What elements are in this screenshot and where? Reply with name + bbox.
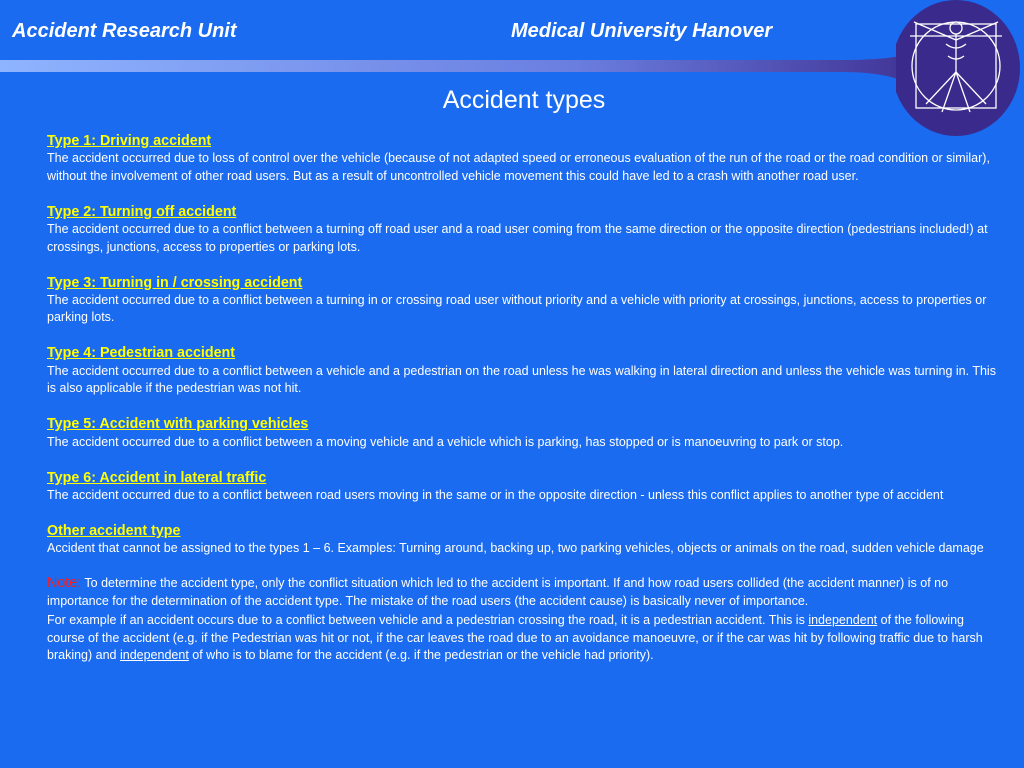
slide-title: Accident types (442, 86, 606, 114)
section-title: Type 5: Accident with parking vehicles (47, 416, 309, 433)
content (47, 132, 997, 665)
section-body: The accident occurred due to a conflict between a vehicle and a pedestrian on the road unless he was walking in lateral direction and unless the vehicle was turning in. This is also applicable if the pedestrian was not hit. (47, 363, 996, 396)
section-other-type (47, 522, 997, 558)
section-title: Other accident type (47, 523, 181, 540)
section-type-5 (47, 415, 997, 451)
note-text: To determine the accident type, only the conflict situation which led to the accident is important. If and how road users collided (the accident manner) is of no importance for the determination of the accident type. The mistake of the road users (the accident cause) is basically never of importance. (47, 576, 949, 608)
section-title: Type 6: Accident in lateral traffic (47, 469, 267, 486)
vitruvian-man-icon (896, 0, 1024, 136)
note-label: Note: (47, 575, 82, 592)
section-type-2 (47, 203, 997, 256)
section-type-6 (47, 469, 997, 505)
section-title: Type 3: Turning in / crossing accident (47, 274, 303, 291)
header-band (0, 56, 1024, 80)
example-emphasis-2: independent (119, 648, 189, 663)
section-body: The accident occurred due to a conflict between road users moving in the same or in the opposite direction - unless this conflict applies to another type of accident (47, 488, 944, 503)
section-title: Type 2: Turning off accident (47, 203, 237, 220)
section-type-1 (47, 132, 997, 185)
example-paragraph (47, 612, 997, 664)
section-body: The accident occurred due to a conflict between a turning in or crossing road user without priority and a vehicle with priority at crossings, junctions, access to properties or parking lots. (47, 293, 987, 325)
section-body: The accident occurred due to a conflict between a turning off road user and a road user coming from the same direction or the opposite direction (pedestrians included!) at crossings, junctions, access to properties or parking lots. (47, 222, 988, 254)
example-emphasis-1: independent (808, 613, 878, 628)
section-type-3 (47, 274, 997, 327)
note-paragraph (47, 575, 997, 610)
section-body: The accident occurred due to a conflict between a moving vehicle and a vehicle which is parking, has stopped or is manoeuvring to park or stop. (47, 434, 844, 449)
section-type-4 (47, 344, 997, 397)
example-text-2: of the following course of the accident (e.g. if the Pedestrian was hit or not, if the car leaves the road due to an avoidance manoeuvre, or if the car was hit by following traffic due to harsh braking) and (47, 613, 983, 663)
example-text-3: of who is to blame for the accident (e.g. if the pedestrian or the vehicle had priority). (188, 648, 654, 663)
header-right-title: Medical University Hanover (511, 20, 773, 42)
section-title: Type 1: Driving accident (47, 133, 212, 149)
section-body: The accident occurred due to loss of control over the vehicle (because of not adapted speed or erroneous evaluation of the run of the road or the road condition or similar), without the involvement of other road users. But as a result of uncontrolled vehicle movement this could have led to a crash with another road user. (47, 151, 990, 183)
header-left-title: Accident Research Unit (12, 20, 237, 42)
example-text-1: For example if an accident occurs due to a conflict between vehicle and a pedestrian crossing the road, it is a pedestrian accident. This is (47, 613, 809, 628)
section-body: Accident that cannot be assigned to the types 1 – 6. Examples: Turning around, backing up, two parking vehicles, objects or animals on the road, sudden vehicle damage (47, 541, 984, 556)
section-title: Type 4: Pedestrian accident (47, 345, 236, 362)
